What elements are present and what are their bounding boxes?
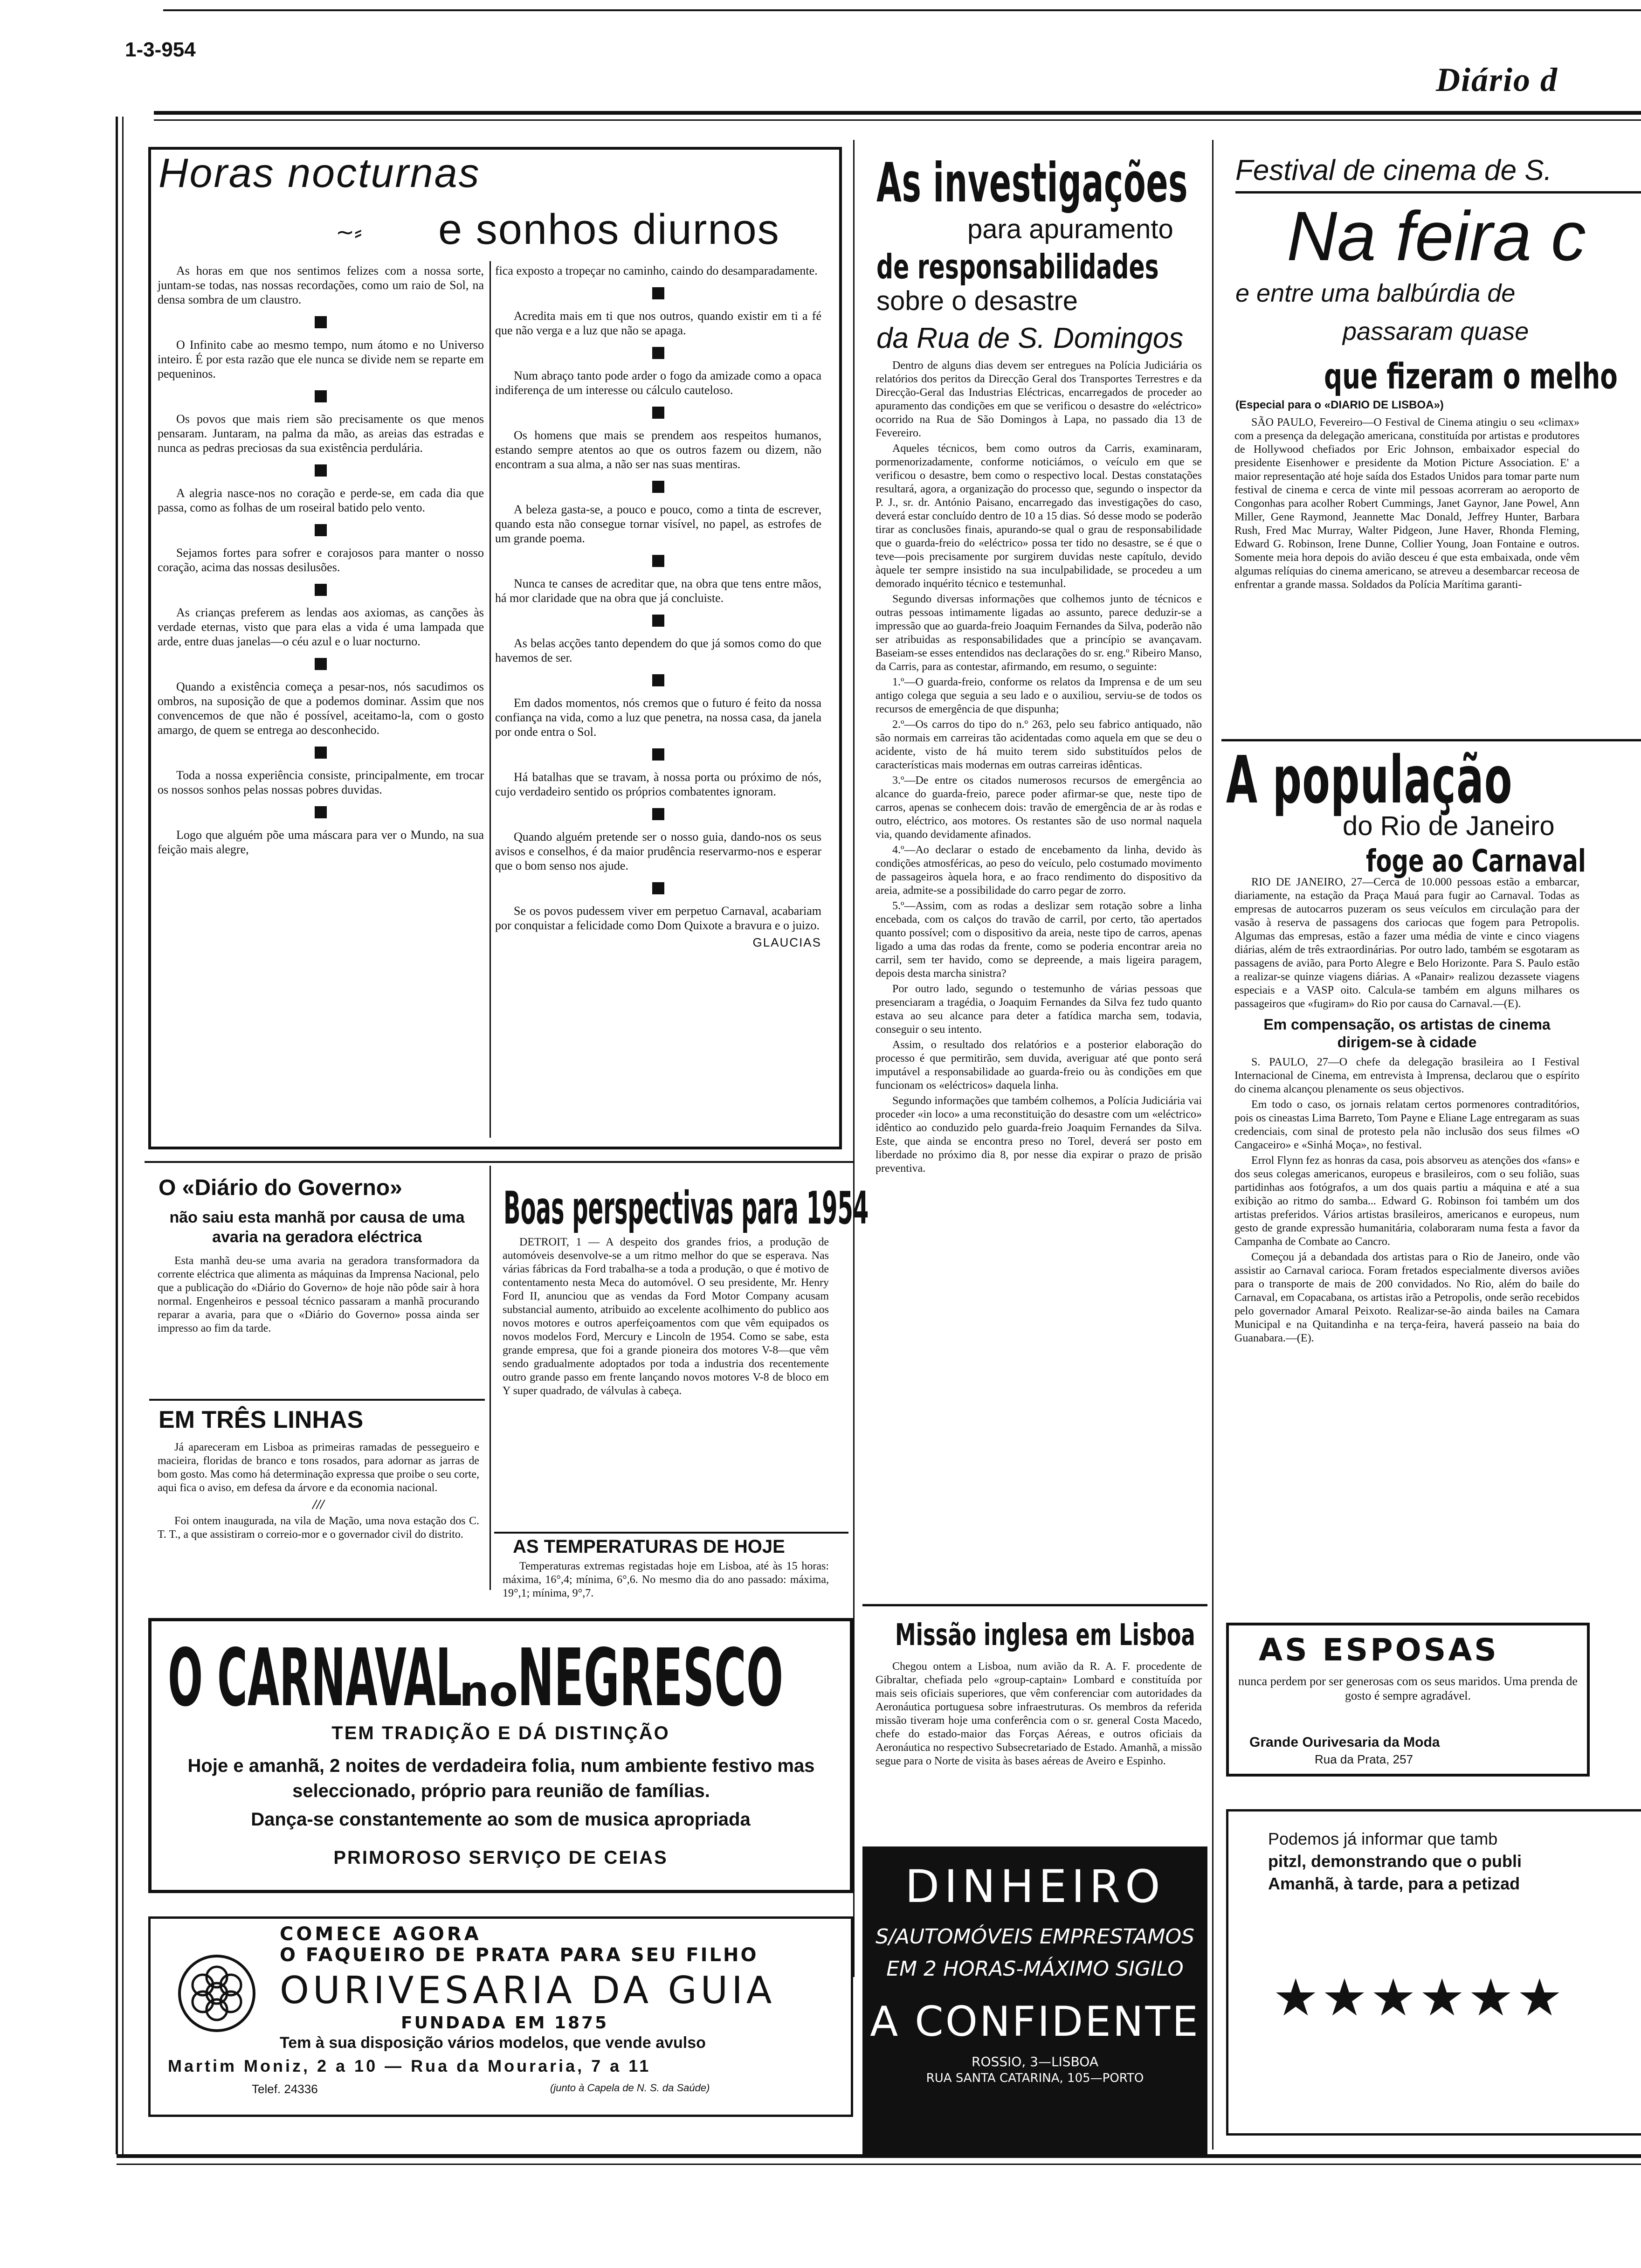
festival-sub3: que fizeram o melho	[1324, 355, 1618, 397]
masthead: Diário d	[1436, 61, 1558, 98]
separator-square	[652, 555, 664, 567]
festival-byline: (Especial para o «DIARIO DE LISBOA»)	[1235, 399, 1444, 411]
ourivesaria-name: OURIVESARIA DA GUIA	[280, 1969, 776, 2012]
ourivesaria-founded: FUNDADA EM 1875	[401, 2013, 609, 2033]
investigacoes-title-5: da Rua de S. Domingos	[876, 322, 1184, 354]
left-margin-rule	[116, 117, 118, 2154]
header-rule-2	[154, 119, 1641, 121]
festival-bottom-rule	[1221, 739, 1641, 741]
carnaval-title-c-wrap	[517, 1632, 1001, 1724]
missao-title: Missão inglesa em Lisboa	[895, 1618, 1195, 1653]
ourivesaria-note: (junto à Capela de N. S. da Saúde)	[550, 2082, 710, 2094]
diario-governo-body	[158, 1254, 479, 1337]
festival-sub3-wrap	[1324, 355, 1641, 397]
festival-kicker-underline	[1235, 191, 1641, 194]
header-rule-1	[154, 111, 1641, 115]
carnaval-footer: PRIMOROSO SERVIÇO DE CEIAS	[333, 1847, 668, 1868]
tres-linhas-separator: ///	[312, 1497, 324, 1512]
ourivesaria-line3: Tem à sua disposição vários modelos, que vende avulso	[280, 2034, 706, 2052]
temperaturas-para: Temperaturas extremas registadas hoje em Lisboa, até às 15 horas: máxima, 16°,4; mínima, 6°,6. No mesmo dia do ano passado: máxima, 19°,1; mínima, 9°,7.	[503, 1560, 829, 1599]
populacao-para: Errol Flynn fez as honras da casa, pois absorveu as atenções dos «fans» e dos seus colegas americanos, europeus e brasileiros, com o seu folião, suas partidinhas aos fotógrafos, a um dos quais partiu a máquina e até a sua exibição ao ritmo do samba... Edward G. Robinson foi também um dos artistas preferidos. Vários artistas brasileiros, americanos e europeus, num gesto de grande expressão humanitária, colaboraram numa festa a favor da Campanha de Combate ao Cancro.	[1234, 1155, 1579, 1248]
podemos-text	[1268, 1828, 1522, 1895]
investigacoes-title-2: para apuramento	[967, 214, 1173, 244]
separator-square	[652, 748, 664, 761]
tres-linhas-title: EM TRÊS LINHAS	[159, 1406, 364, 1433]
populacao-title-2: do Rio de Janeiro	[1343, 811, 1555, 841]
tres-linhas-body	[158, 1441, 479, 1543]
esposas-title: AS ESPOSAS	[1259, 1632, 1499, 1668]
left-margin-rule-2	[122, 117, 124, 2154]
boas-body	[503, 1236, 829, 1400]
temperaturas-body	[503, 1560, 829, 1602]
tres-linhas-rule	[149, 1399, 485, 1401]
footer-rule-2	[117, 2164, 1641, 2165]
separator-square	[315, 390, 327, 402]
carnaval-body: Hoje e amanhã, 2 noites de verdadeira folia, num ambiente festivo mas seleccionado, próprio para reunião de famílias.	[187, 1756, 815, 1801]
separator-square	[315, 658, 327, 670]
investigacoes-para: 1.º—O guarda-freio, conforme os relatos da Imprensa e de um seu antigo colega que seguia a seu lado e o auxiliou, serviu-se de todos os recursos de emergência de que dispunha;	[876, 676, 1202, 715]
dinheiro-line6: RUA SANTA CATARINA, 105—PORTO	[926, 2071, 1144, 2085]
festival-sub1: e entre uma balbúrdia de	[1235, 279, 1516, 307]
podemos-line2: pitzl, demonstrando que o publi	[1268, 1852, 1522, 1871]
podemos-line3: Amanhã, à tarde, para a petizad	[1268, 1874, 1520, 1893]
festival-body	[1234, 416, 1579, 594]
festival-kicker: Festival de cinema de S.	[1235, 154, 1552, 187]
investigacoes-para: Por outro lado, segundo o testemunho de várias pessoas que presenciaram a tragédia, o Joaquim Fernandes da Silva fez tudo quanto estava ao seu alcance para deter a fatídica marcha sem, todavia, conseguir o seu intento.	[876, 983, 1202, 1036]
horas-title-line2: e sonhos diurnos	[438, 206, 780, 253]
carnaval-title-c: NEGRESCO	[517, 1632, 784, 1724]
horas-para: Os povos que mais riem são precisamente os que menos pensaram. Juntaram, na palma da mão, as areias das estradas e nunca as pedras preciosas da sua existência perdulária.	[158, 412, 484, 455]
horas-para: Toda a nossa experiência consiste, principalmente, em trocar os nossos sonhos pelas nossas pobres duvidas.	[158, 768, 484, 796]
horas-para: As crianças preferem as lendas aos axiomas, as canções às verdade eternas, visto que para elas a vida é uma lampada que arde, entre duas janelas—o céu azul e o luar nocturno.	[158, 606, 484, 648]
investigacoes-title-3: de responsabilidades	[876, 247, 1159, 286]
separator-square	[652, 347, 664, 359]
dinheiro-line3: EM 2 HORAS-MÁXIMO SIGILO	[886, 1957, 1184, 1981]
investigacoes-bottom-rule	[862, 1604, 1207, 1606]
separator-square	[652, 808, 664, 820]
horas-column-divider	[490, 261, 491, 1138]
horas-column-1	[158, 263, 484, 859]
horas-para: Sejamos fortes para sofrer e corajosos para manter o nosso coração, acima das nossas desilusões.	[158, 546, 484, 574]
dinheiro-line4: A CONFIDENTE	[870, 1998, 1200, 2046]
separator-square	[315, 316, 327, 328]
investigacoes-para: 4.º—Ao declarar o estado de encebamento da linha, devido às condições atmosféricas, ao peso do veículo, pelo costumado movimento de passageiros àquela hora, e ao fraco rendimento do dispositivo da areia, admite-se a possibilidade do carro pegar de zorro.	[876, 844, 1202, 897]
dinheiro-line2: S/AUTOMÓVEIS EMPRESTAMOS	[875, 1925, 1195, 1949]
ourivesaria-phone: Telef. 24336	[252, 2082, 318, 2096]
separator-square	[315, 806, 327, 818]
populacao-para: RIO DE JANEIRO, 27—Cerca de 10.000 pessoas estão a embarcar, diariamente, na estação da Praça Mauá para fugir ao Carnaval. Todas as empresas de autocarros puzeram os seus veículos em circulação para der vasão à reserva de passagens dos cariocas que fogem para Petropolis. Algumas das empresas, estão a fazer uma média de vinte e cinco viagens diárias, além de três extraordinárias. Por outro lado, também se esgotaram as passagens de avião, para Porto Alegre e Belo Horizonte. Para S. Paulo estão a realizar-se quinze viagens diárias. A «Panair» realizou dezassete viagens especiais e a VASP oito. Calcula-se também em alguns milhares os passageiros que «fugiram» do Rio por causa do Carnaval.—(E).	[1234, 876, 1579, 1010]
horas-para: Nunca te canses de acreditar que, na obra que tens entre mãos, há mor claridade que na obra que já concluiste.	[495, 577, 821, 605]
horas-para: Em dados momentos, nós cremos que o futuro é feito da nossa confiança na vida, como a luz que penetra, na nossa casa, da janela por onde entra o Sol.	[495, 696, 821, 739]
tres-linhas-para: Foi ontem inaugurada, na vila de Mação, uma nova estação dos C. T. T., a que assistiram o correio-mor e o governador civil do distrito.	[158, 1515, 479, 1541]
investigacoes-para: Assim, o resultado dos relatórios e a posterior elaboração do processo é que permitirão, sem duvida, averiguar até que ponto será imputável a responsabilidade ao guarda-freio ou às condições em que funcionam os «eléctricos» daquela linha.	[876, 1039, 1202, 1092]
separator-square	[315, 524, 327, 536]
populacao-subhead: Em compensação, os artistas de cinema dirigem-se à cidade	[1263, 1016, 1551, 1051]
investigacoes-title-3-wrap	[876, 247, 1280, 286]
investigacoes-title-4: sobre o desastre	[876, 286, 1078, 316]
carnaval-body2: Dança-se constantemente ao som de musica apropriada	[251, 1809, 751, 1830]
ourivesaria-address: Martim Moniz, 2 a 10 — Rua da Mouraria, 7 a 11	[168, 2056, 651, 2075]
horas-column-2	[495, 263, 821, 950]
horas-para: Logo que alguém põe uma máscara para ver o Mundo, na sua feição mais alegre,	[158, 828, 484, 856]
diario-governo-title: O «Diário do Governo»	[159, 1175, 402, 1200]
horas-para: Há batalhas que se travam, à nossa porta ou próximo de nós, cujo verdadeiro sentido os próprios combatentes ignoram.	[495, 770, 821, 798]
populacao-title-3-wrap	[1366, 843, 1641, 879]
separator-square	[315, 747, 327, 759]
horas-para: O Infinito cabe ao mesmo tempo, num átomo e no Universo inteiro. É por esta razão que ele nunca se divide nem se reparte em pequeninos.	[158, 338, 484, 380]
festival-sub2: passaram quase	[1343, 318, 1529, 346]
horas-para: Os homens que mais se prendem aos respeitos humanos, estando sempre atentos ao que os outros fazem ou dizem, não encontram a sua alma, a não ser nas suas mentiras.	[495, 429, 821, 471]
podemos-stars: ★★★★★★	[1273, 1968, 1565, 2027]
populacao-para: Em todo o caso, os jornais relatam certos pormenores contraditórios, pois os cineastas Lima Barreto, Tom Payne e Eliane Lage entregaram as suas credenciais, com sinal de protesto pela não inclusão dos seus filmes «O Cangaceiro» e «Sinhá Moça», no festival.	[1234, 1099, 1579, 1151]
horas-para: A alegria nasce-nos no coração e perde-se, em cada dia que passa, como as folhas de um roseiral batido pelo vento.	[158, 486, 484, 514]
separator-square	[652, 287, 664, 299]
horas-signature: GLAUCIAS	[752, 935, 821, 949]
separator-square	[315, 464, 327, 477]
investigacoes-para: 3.º—De entre os citados numerosos recursos de emergência ao alcance do guarda-freio, parece poder afirmar-se que, neste tipo de carros, apenas se conhecem dois: travão de emergência de ar às rodas e outro, eléctrico, aos motores. Os restantes são de uso normal naquela via, quando devidamente afinados.	[876, 774, 1202, 841]
populacao-title-wrap	[1226, 742, 1641, 818]
page-date: 1-3-954	[125, 38, 196, 61]
tres-linhas-para: Já apareceram em Lisboa as primeiras ramadas de pessegueiro e macieira, floridas de branco e tons rosados, para adornar as jarras de bom gosto. Mas como há determinação expressa que proibe o seu corte, aqui fica o aviso, em defesa da árvore e da economia nacional.	[158, 1441, 479, 1494]
investigacoes-para: 2.º—Os carros do tipo do n.º 263, pelo seu fabrico antiquado, não são normais em carreiras tão acidentadas como aquela em que se deu o acidente, visto de há muito terem sido substituídos pelos de características mais modernas em outras carreiras idênticas.	[876, 719, 1202, 771]
carnaval-title-b: no	[459, 1667, 518, 1716]
horas-para: A beleza gasta-se, a pouco e pouco, como a tinta de escrever, quando esta não consegue tornar visível, no papel, as estrofes de um grande poema.	[495, 503, 821, 545]
festival-title: Na feira c	[1287, 197, 1586, 275]
investigacoes-body	[876, 359, 1202, 1177]
investigacoes-para: 5.º—Assim, com as rodas a deslizar sem rotação sobre a linha encebada, com os calços do travão de carril, por certo, tão apertados quanto possível; com o dispositivo da areia, neste tipo de carros, apenas ligado a uma das rodas da frente, como se poderia encontrar areia no carril, sem ter havido, como se depreende, a mais ligeira paragem, depois desta marcha sinistra?	[876, 900, 1202, 980]
dinheiro-ad	[862, 1846, 1207, 2154]
separator-square	[652, 674, 664, 686]
horas-para: fica exposto a tropeçar no caminho, caindo do desamparadamente.	[495, 264, 818, 277]
horas-para: Se os povos pudessem viver em perpetuo Carnaval, acabariam por conquistar a felicidade como Dom Quixote a bravura e o juizo.	[495, 904, 821, 932]
boas-para: DETROIT, 1 — A despeito dos grandes frios, a produção de automóveis desenvolve-se a um ritmo melhor do que se esperava. Nas várias fábricas da Ford trabalha-se a toda a produção, o que é motivo de contentamento nesta Meca do automóvel. O seu presidente, Mr. Henry Ford II, anunciou que as vendas da Ford Motor Company acusam substancial aumento, atribuido ao excelente acolhimento do publico aos novos motores e outros aperfeiçoamentos com que vêm equipados os novos modelos Ford, Mercury e Lincoln de 1954. Como se sabe, esta grande empresa, que foi a grande pioneira dos motores V-8—que vêm sendo gradualmente adoptados por toda a industria dos recentemente outro grande passo em frente lançando novos motores V-8 de bloco em Y super quadrado, de válvulas à cabeça.	[503, 1236, 829, 1397]
separator-square	[652, 882, 664, 894]
boas-title-wrap	[503, 1182, 1234, 1234]
investigacoes-para: Dentro de alguns dias devem ser entregues na Polícia Judiciária os relatórios dos peritos da Direcção Geral dos Transportes Terrestres e da Direcção-Geral das Industrias Eléctricas, encarregados de proceder ao apuramento das condições em que se verificou o desastre do «eléctrico» ocorrido na Rua de São Domingos à Lapa, no passado dia 13 de Fevereiro.	[876, 360, 1202, 439]
boas-title: Boas perspectivas para 1954	[503, 1182, 869, 1234]
top-rule-thin	[163, 9, 1641, 11]
dinheiro-line5: ROSSIO, 3—LISBOA	[971, 2054, 1098, 2069]
investigacoes-title-1: As investigações	[876, 152, 1188, 214]
dinheiro-line1: DINHEIRO	[905, 1860, 1165, 1913]
horas-title-line1: Horas nocturnas	[159, 150, 481, 196]
horas-para: Quando alguém pretende ser o nosso guia, dando-nos os seus avisos e conselhos, é da maior prudência reservarmo-nos e esperar que o bom senso nos ajude.	[495, 830, 821, 872]
separator-square	[652, 615, 664, 627]
horas-para: As belas acções tanto dependem do que já somos como do que havemos de ser.	[495, 636, 821, 664]
populacao-title-3: foge ao Carnaval	[1366, 843, 1586, 879]
horas-para: As horas em que nos sentimos felizes com a nossa sorte, juntam-se todas, nas nossas recordações, como um raio de Sol, na densa sombra de um claustro.	[158, 264, 484, 306]
carnaval-title-a: O CARNAVAL	[168, 1632, 462, 1724]
separator-square	[652, 481, 664, 493]
investigacoes-para: Segundo diversas informações que colhemos junto de técnicos e outras pessoas intimamente ligadas ao assunto, parece deduzir-se a impressão que ao guarda-freio Joaquim Fernandes da Silva, poderão não ser atribuidas as responsabilidades que a princípio se avançavam. Baseiam-se esses entendidos nas declarações do sr. eng.º Ribeiro Manso, da Carris, para as contestar, afirmando, em resumo, o seguinte:	[876, 593, 1202, 673]
populacao-body	[1234, 876, 1579, 1347]
podemos-line1: Podemos já informar que tamb	[1268, 1829, 1498, 1848]
ourivesaria-line1: COMECE AGORA	[280, 1923, 482, 1945]
column-divider-b	[1212, 140, 1214, 2150]
flower-logo-icon	[177, 1954, 256, 2033]
mid-column-divider	[490, 1166, 491, 1590]
horas-para: Quando a existência começa a pesar-nos, nós sacudimos os ombros, na suposição de que a podemos dominar. Assim que nos convencemos de que não é possível, aceitamo-la, com o gosto amargo, de quem se entrega ao desconhecido.	[158, 680, 484, 737]
populacao-para: Começou já a debandada dos artistas para o Rio de Janeiro, onde vão assistir ao Carnaval carioca. Foram fretados especialmente diversos aviões para o transporte de mais de 200 convidados. No Rio, além do baile do Carnaval, em Copacabana, os artistas irão a Petropolis, onde serão recebidos pelo governador Amaral Peixoto. Realizar-se-ão ainda bailes na Camara Municipal e na Quitandinha e na terça-feira, haverá passeio na baia do Guanabara.—(E).	[1234, 1251, 1579, 1344]
temperaturas-title: AS TEMPERATURAS DE HOJE	[513, 1536, 785, 1557]
esposas-address: Rua da Prata, 257	[1315, 1752, 1413, 1766]
investigacoes-para: Segundo informações que também colhemos, a Polícia Judiciária vai proceder «in loco» a uma reconstituição do desastre com um «eléctrico» idêntico ao conduzido pelo guarda-freio Joaquim Fernandes da Silva. Este, que ainda se encontra preso no Torel, deverá ser posto em liberdade no próximo dia 8, por nesse dia expirar o prazo de prisão preventiva.	[876, 1095, 1202, 1175]
separator-square	[652, 407, 664, 419]
ourivesaria-line2: O FAQUEIRO DE PRATA PARA SEU FILHO	[280, 1944, 758, 1966]
investigacoes-para: Aqueles técnicos, bem como outros da Carris, examinaram, pormenorizadamente, conforme noticiámos, o veículo em que se verificou o desastre, bem como o respectivo local. Destas constatações resultará, agora, a organização do processo que, segundo o inspector da P. J., sr. dr. António Paisano, encarregado das investigações do caso, deverá estar concluído dentro de 10 a 15 dias. Só desse modo se poderão tirar as conclusões finais, apurando-se qual o grau de responsabilidade que o guarda-freio do «eléctrico» possa ter tido no desastre, se é que o teve—pois precisamente por surgirem duvidas neste capítulo, devido àquele ter sempre insistido na sua inculpabilidade, se procedeu a um demorado inquérito técnico e testemunhal.	[876, 443, 1202, 590]
populacao-title-1: A população	[1226, 742, 1513, 818]
festival-para: SÃO PAULO, Fevereiro—O Festival de Cinema atingiu o seu «climax» com a presença da delegação americana, constituída por artistas e produtores de Hollywood chefiados por Eric Johnson, embaixador especial do presidente Eisenhower e presidente da Motion Picture Association. E' a maior representação até hoje saída dos Estados Unidos para tomar parte num festival de cinema e cerca de vinte mil pessoas acorreram ao aeroporto de Congonhas para acolher Robert Cummings, Janet Gaynor, Jane Powel, Ann Miller, Gene Raymond, Jeannette Mac Donald, Jeffrey Hunter, Barbara Rush, Fred Mac Murray, Walter Pidgeon, June Haver, Rhonda Fleming, Edward G. Robinson, Irene Dunne, Collier Young, Joan Fontaine e outros. Somente meia hora depois do avião desceu é que esta embaixada, onde vêm algumas relíquias do cinema americano, se atreveu a desembarcar receosa de enfrentar a grande massa. Soldados da Polícia Marítima garanti-	[1234, 416, 1579, 591]
separator-square	[315, 584, 327, 596]
temperaturas-rule	[494, 1532, 848, 1534]
decorative-flourish: ~⸗	[336, 219, 362, 245]
mid-rule	[145, 1161, 853, 1163]
diario-governo-para: Esta manhã deu-se uma avaria na geradora transformadora da corrente eléctrica que alimenta as máquinas da Imprensa Nacional, pelo que a publicação do «Diário do Governo» de hoje não pôde sair à hora normal. Engenheiros e pessoal técnico passaram a manhã procurando reparar a avaria, para que o «Diário do Governo» possa ainda ser impresso ao fim da tarde.	[158, 1255, 479, 1335]
populacao-para: S. PAULO, 27—O chefe da delegação brasileira ao I Festival Internacional de Cinema, em entrevista à Imprensa, declarou que o espírito do cinema alcançou plenamente os seus objectivos.	[1234, 1056, 1579, 1095]
carnaval-sub: TEM TRADIÇÃO E DÁ DISTINÇÃO	[331, 1723, 670, 1743]
esposas-text: nunca perdem por ser generosas com os seus maridos. Uma prenda de gosto é sempre agradável.	[1238, 1674, 1578, 1702]
footer-rule-1	[117, 2154, 1641, 2158]
ourivesaria-logo	[177, 1954, 256, 2033]
diario-governo-sub: não saiu esta manhã por causa de uma avaria na geradora eléctrica	[169, 1209, 465, 1246]
horas-para: Acredita mais em ti que nos outros, quando existir em ti a fé que não verga e a luz que não se apaga.	[495, 309, 821, 337]
missao-para: Chegou ontem a Lisboa, num avião da R. A. F. procedente de Gibraltar, chefiada pelo «group-captain» Lombard e constituída por mais seis oficiais superiores, que vêm conferenciar com autoridades da Aeronáutica portuguesa sobre infraestruturas. Os membros da referida missão tiveram hoje uma conferência com o sr. general Costa Macedo, chefe do estado-maior das Forças Aéreas, e outros oficiais da Aeronáutica no respectivo Subsecretariado de Estado. Amanhã, a missão segue para o Norte de visita às bases aéreas de Aveiro e Espinho.	[876, 1660, 1202, 1767]
horas-para: Num abraço tanto pode arder o fogo da amizade como a opaca indiferença de um interesse ou cálculo cauteloso.	[495, 369, 821, 397]
esposas-shop: Grande Ourivesaria da Moda	[1249, 1735, 1440, 1750]
